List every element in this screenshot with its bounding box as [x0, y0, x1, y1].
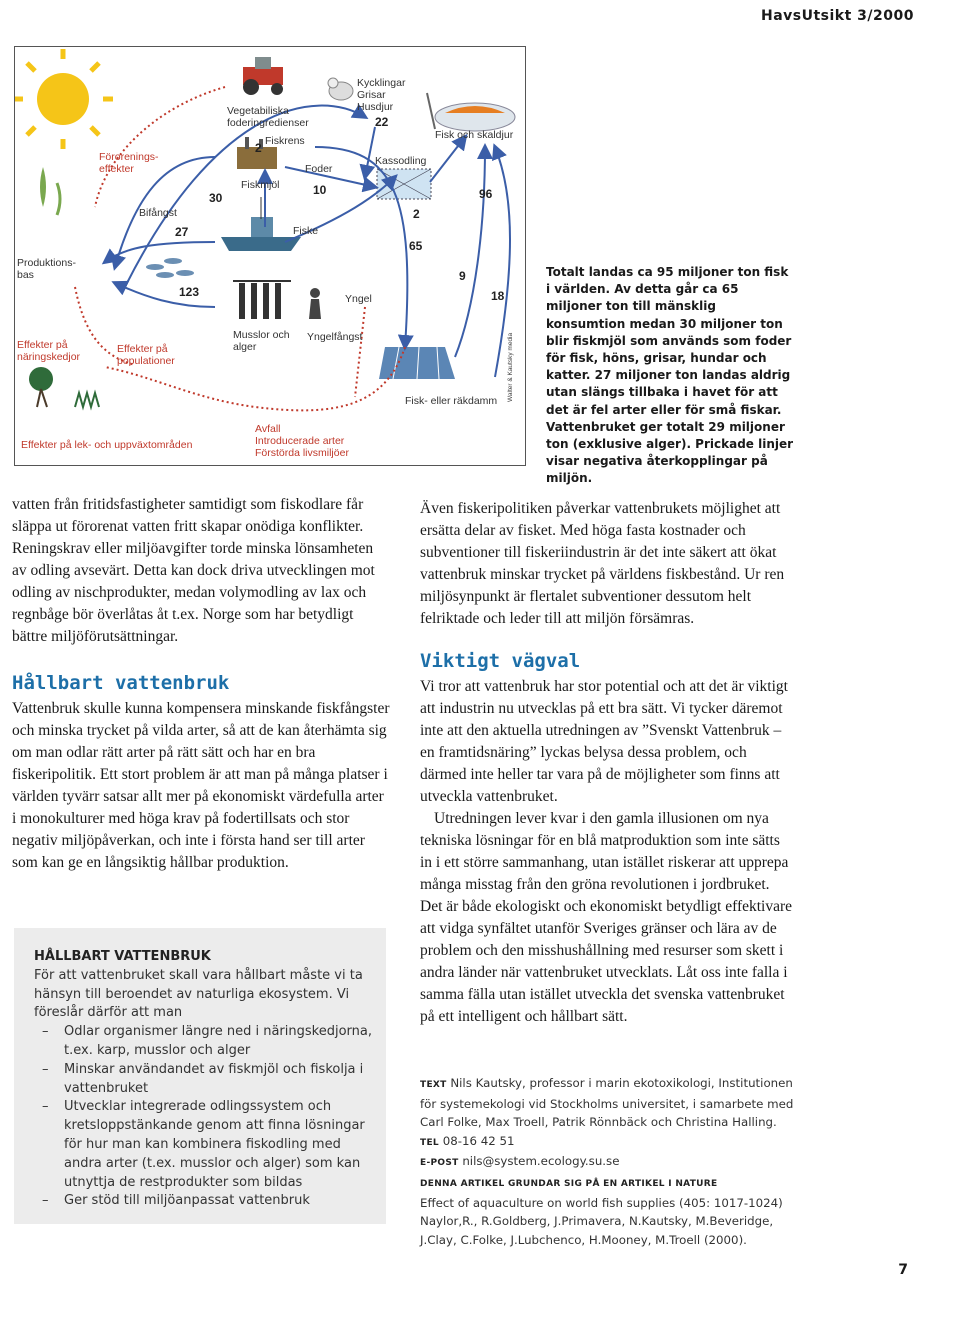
section-heading: Hållbart vattenbruk — [12, 672, 230, 694]
credit-source-heading: DENNA ARTIKEL GRUNDAR SIG PÅ EN ARTIKEL I NATURE — [420, 1178, 718, 1189]
flow-arrow — [125, 106, 365, 287]
label-nursery-effects: Effekter på lek- och uppväxtområden — [21, 439, 193, 451]
label-pond: Fisk- eller räkdamm — [405, 395, 498, 407]
illustration-credit: Walter & Kautsky media — [507, 332, 514, 402]
mussel-ropes-icon — [233, 281, 291, 319]
label-livestock: Kycklingar Grisar Husdjur — [357, 77, 406, 113]
figure-caption: Totalt landas ca 95 miljoner ton fisk i världen. Av detta går ca 65 miljoner ton till mänsklig konsumtion medan 30 miljoner ton blir fiskmjöl som används som foder för fisk, höns, grisar, hundar och katter. 27 miljoner ton landas aldrig utan slängs tillbaka i havet för att det är fel arter eller för små fiskar. Vattenbruket ger totalt 29 miljoner ton (exklusive alger). Prickade linjer visar negativa återkopplingar på miljön. — [546, 265, 794, 486]
credit-text: TEXT Nils Kautsky, professor i marin ekotoxikologi, Institutionen för systemekologi vid Stockholms universitet, i samarbete med Carl Folke, Max Troell, Patrik Rönnbäck och Christina Halling. — [420, 1076, 794, 1130]
fish-cage-icon — [377, 169, 431, 199]
right-paragraph-1: Även fiskeripolitiken påverkar vattenbrukets möjlighet att ersätta delar av fisket. Med höga fasta kostnader och subventioner till fiskeriindustrin är det inte säkert att ökat vattenbruk minskar trycket på världens fiskbestånd. Ur ren miljösynpunkt är flertalet subventioner dessutom helt felriktade och leder till att miljön försämras. — [420, 500, 785, 627]
issue-header: HavsUtsikt 3/2000 — [760, 8, 914, 24]
negative-feedback-line — [355, 307, 365, 397]
value-123: 123 — [179, 285, 200, 299]
label-pollution-effects: Förorenings- effekter — [99, 151, 159, 175]
section-heading: Viktigt vägval — [420, 650, 581, 672]
credit-email: E-POST nils@system.ecology.su.se — [420, 1154, 620, 1169]
label-fiskrens: Fiskrens — [265, 135, 305, 147]
box-title: HÅLLBART VATTENBRUK — [34, 949, 211, 964]
right-paragraph-3: Utredningen lever kvar i den gamla illusionen om nya tekniska lösningar för en blå matproduktion som inte sätts in i ett större sammanhang, utan istället riskerar att upprepa många misstag från den gröna revolutionen i jordbruket. Det är både ekologiskt och ekonomiskt betydligt effektivare att vidga synfältet utanför Sveriges gränser och lära av de problem och den misshushållning med resurser som skett i andra länder när vattenbruket utvecklats. Låt oss inte falla i samma fälla utan istället utveckla det svenska vattenbruket på ett intelligent och hållbart sätt. — [420, 810, 793, 1025]
page-number: 7 — [898, 1262, 908, 1278]
sun-icon — [15, 49, 113, 149]
flow-arrow — [455, 147, 485, 357]
label-foodchain-effects: Effekter på näringskedjor — [17, 339, 81, 363]
label-vegetable-feed: Vegetabiliska foderingredienser — [227, 105, 309, 129]
label-mussels-algae: Musslor och alger — [233, 329, 290, 353]
value-96: 96 — [479, 187, 493, 201]
negative-feedback-line — [95, 87, 225, 207]
label-fishing: Fiske — [293, 225, 319, 237]
heading-important-choice — [420, 650, 580, 672]
heading-sustainable — [12, 672, 229, 694]
box-intro: För att vattenbruket skall vara hållbart måste vi ta hänsyn till beroendet av naturliga ekosystem. Vi föreslår därför att man — [34, 967, 363, 1021]
label-cage-farming: Kassodling — [375, 155, 427, 167]
seaweed-icon — [40, 167, 60, 215]
seafood-plate-icon — [427, 93, 515, 131]
label-fishmeal: Fiskmjöl — [241, 179, 280, 191]
box-list — [34, 1023, 372, 1211]
value-65: 65 — [409, 239, 423, 253]
list-item: – Minskar användandet av fiskmjöl och fiskolja i vattenbruket — [34, 1061, 372, 1099]
right-column — [420, 498, 794, 630]
article-credits — [420, 1074, 798, 1249]
sustainable-aquaculture-box — [14, 928, 386, 1224]
list-item: – Odlar organismer längre ned i näringskedjorna, t.ex. karp, musslor och alger — [34, 1023, 372, 1061]
left-paragraph-2: Vattenbruk skulle kunna kompensera minskande fiskfångster och minska trycket på vilda arter, så att de kan återhämta sig om man odlar rätt arter på rätt sätt och har en bra fiskeripolitik. Ett stort problem är att man på många platser i världen tyvärr satsar allt mer på ekonomiskt värdefulla arter i monokulturer med höga krav på fodertillsats och stor negativ miljöpåverkan, och inte i första hand ser till arter som kan ge en långsiktig hållbar produktion. — [12, 700, 390, 871]
label-waste: Avfall Introducerade arter Förstörda livsmiljöer — [255, 423, 349, 459]
list-item: – Ger stöd till miljöanpassat vattenbruk — [34, 1192, 372, 1211]
label-population-effects: Effekter på populationer — [117, 343, 175, 367]
value-9: 9 — [459, 269, 466, 283]
label-production-base: Produktions- bas — [17, 257, 76, 281]
list-item: – Utvecklar integrerade odlingssystem och kretsloppstänkande genom att finna lösningar för hur man kan kombinera fiskodling med andra arter (t.ex. musslor och alger) som kan utnyttja de restprodukter som bildas — [34, 1098, 372, 1192]
flow-arrow — [365, 127, 375, 177]
right-paragraph-2: Vi tror att vattenbruk har stor potential och att det är viktigt att industrin nu utvecklas på ett bra sätt. Vi tycker däremot inte att den aktuella utredningen av ”Svenskt Vattenbruk – en framtidsnäring” lyckas belysa dessa problem, och därmed inte heller tar vara på de möjligheter som finns att utveckla vattenbruket. — [420, 678, 788, 805]
tractor-icon — [243, 57, 283, 95]
left-column-2 — [12, 698, 390, 874]
label-fry: Yngel — [345, 293, 372, 305]
wild-fish-icon — [146, 258, 194, 278]
flow-arrow — [115, 283, 215, 307]
label-fry-catch: Yngelfångst — [307, 331, 363, 343]
value-30: 30 — [209, 191, 223, 205]
flow-arrow — [430, 137, 465, 182]
aquaculture-flow-diagram — [14, 46, 526, 466]
right-column-2 — [420, 676, 794, 1028]
value-2-cage: 2 — [413, 207, 420, 221]
label-feed: Foder — [305, 163, 333, 175]
label-fish-shellfish: Fisk och skaldjur — [435, 129, 514, 141]
value-10: 10 — [313, 183, 327, 197]
left-column — [12, 494, 390, 648]
value-2-fishmeal: 2 — [255, 141, 262, 155]
credit-reference: Effect of aquaculture on world fish supplies (405: 1017-1024) Naylor,R., R.Goldberg, J.Primavera, N.Kautsky, M.Beveridge, J.Clay, C.Folke, J.Lubchenco, H.Mooney, M.Troell (2000). — [420, 1195, 783, 1247]
fisher-person-icon — [309, 288, 321, 319]
livestock-icon — [328, 78, 353, 100]
credit-tel: TEL 08-16 42 51 — [420, 1133, 515, 1148]
value-22: 22 — [375, 115, 389, 129]
mangrove-tree-icon — [29, 367, 99, 407]
fishing-boat-icon — [221, 197, 301, 251]
fish-pond-icon — [379, 347, 455, 379]
value-18: 18 — [491, 289, 505, 303]
left-paragraph-1: vatten från fritidsfastigheter samtidigt som fiskodlare får släppa ut förorenat vatten fritt skapar onödiga konflikter. Reningskrav eller miljöavgifter torde minska lönsamheten av odling avsevärt. Detta kan dock driva utvecklingen mot odling av nischprodukter, medan volymodling av lax och regnbåge bör överlåtas åt t.ex. Norge som har betydligt bättre miljöförutsättningar. — [12, 496, 375, 645]
value-27: 27 — [175, 225, 189, 239]
email-link[interactable]: nils@system.ecology.su.se — [462, 1154, 620, 1169]
label-bycatch: Bifångst — [139, 207, 177, 219]
